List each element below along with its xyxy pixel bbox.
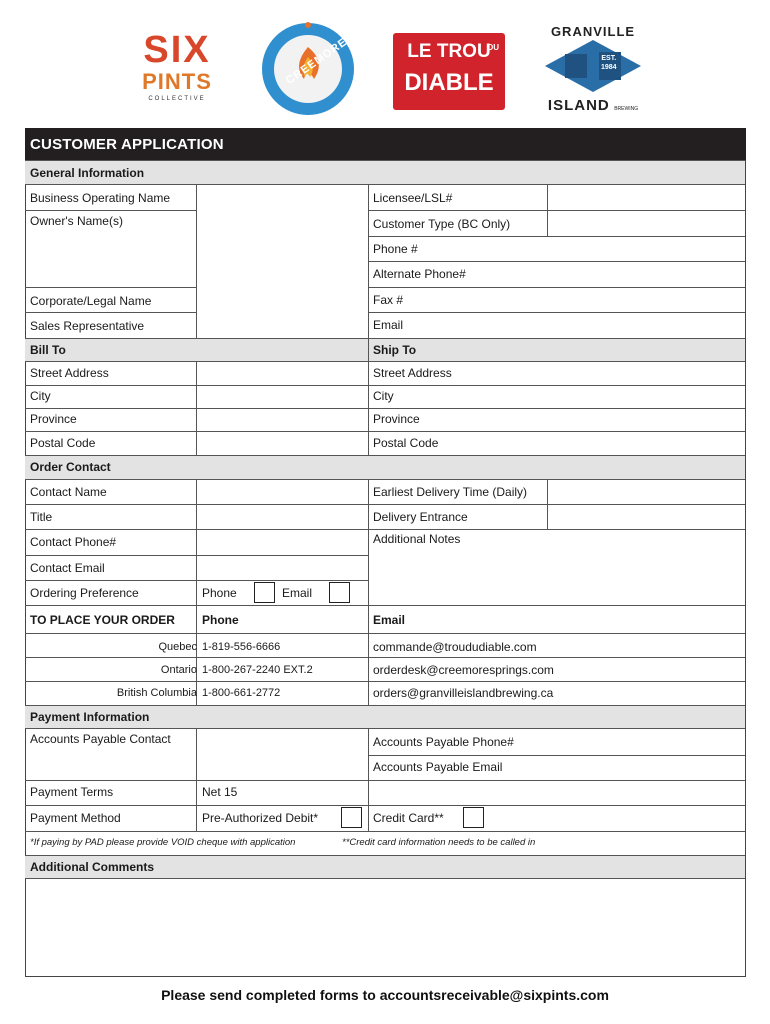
input-sales-representative[interactable] (197, 313, 368, 337)
label-licensee-lsl: Licensee/LSL# (373, 191, 453, 205)
section-order-contact: Order Contact (25, 455, 745, 480)
footer-instruction: Please send completed forms to accountsreceivable@sixpints.com (161, 987, 609, 1003)
label-credit-card: Credit Card** (373, 811, 444, 825)
order-row-bc-email[interactable]: orders@granvilleislandbrewing.ca (373, 686, 554, 700)
label-ap-email: Accounts Payable Email (373, 760, 503, 774)
section-bill-ship-header (25, 338, 745, 362)
label-contact-name: Contact Name (30, 485, 107, 499)
label-pref-phone: Phone (202, 586, 237, 600)
input-licensee-lsl[interactable] (548, 186, 745, 210)
input-contact-email[interactable] (197, 556, 368, 580)
creemore-logo (258, 17, 358, 117)
trou-du-diable-text-line2: DIABLE (404, 69, 494, 96)
order-row-quebec-email[interactable]: commande@troududiable.com (373, 640, 537, 654)
checkbox-credit-card[interactable] (463, 807, 484, 828)
input-bill-city[interactable] (197, 386, 368, 408)
checkbox-pref-email[interactable] (329, 582, 350, 603)
label-sales-representative: Sales Representative (30, 319, 145, 333)
input-ap-contact[interactable] (197, 730, 368, 780)
label-ordering-preference: Ordering Preference (30, 586, 139, 600)
input-ap-phone[interactable] (530, 730, 745, 755)
input-bill-street[interactable] (197, 363, 368, 385)
label-delivery-entrance: Delivery Entrance (373, 510, 468, 524)
label-business-operating-name: Business Operating Name (30, 191, 171, 205)
label-ship-province: Province (373, 412, 420, 426)
form-title-bar (25, 128, 746, 160)
label-pad: Pre-Authorized Debit* (202, 811, 319, 825)
label-ship-city: City (373, 389, 394, 403)
checkbox-pad[interactable] (341, 807, 362, 828)
label-title: Title (30, 510, 53, 524)
six-pints-logo (128, 30, 226, 112)
label-ap-contact: Accounts Payable Contact (30, 732, 171, 746)
granville-text-est (601, 54, 617, 72)
label-bill-postal: Postal Code (30, 436, 96, 450)
order-row-bc-region: British Columbia (116, 687, 197, 699)
label-corporate-legal-name: Corporate/Legal Name (30, 294, 152, 308)
note-pad: *If paying by PAD please provide VOID cheque with application (30, 837, 296, 848)
order-row-ontario-phone: 1-800-267-2240 EXT.2 (202, 664, 313, 676)
input-fax[interactable] (420, 288, 745, 312)
order-row-ontario-email[interactable]: orderdesk@creemoresprings.com (373, 663, 554, 677)
label-contact-phone: Contact Phone# (30, 535, 117, 549)
granville-text-bottom (543, 97, 643, 118)
label-order-phone-header: Phone (202, 613, 239, 627)
ship-to-header: Ship To (373, 343, 417, 357)
checkbox-pref-phone[interactable] (254, 582, 275, 603)
input-bill-postal[interactable] (197, 432, 368, 454)
label-to-place-order: TO PLACE YOUR ORDER (30, 613, 175, 627)
input-customer-type[interactable] (548, 211, 745, 236)
trou-du-diable-text-du: DU (487, 43, 499, 52)
label-order-email-header: Email (373, 613, 406, 627)
label-fax: Fax # (373, 293, 404, 307)
trou-du-diable-logo (393, 33, 505, 110)
bill-to-header: Bill To (30, 343, 66, 357)
input-contact-phone[interactable] (197, 530, 368, 555)
form-title: CUSTOMER APPLICATION (30, 136, 224, 153)
input-ship-postal[interactable] (450, 432, 745, 454)
label-payment-method: Payment Method (30, 811, 121, 825)
label-email: Email (373, 318, 404, 332)
granville-est-label: EST. (601, 55, 617, 62)
order-row-bc-phone: 1-800-661-2772 (202, 687, 281, 699)
order-row-quebec-region: Quebec (158, 641, 197, 653)
label-payment-terms: Payment Terms (30, 785, 114, 799)
label-ship-street: Street Address (373, 366, 452, 380)
input-delivery-entrance[interactable] (548, 505, 745, 529)
granville-year: 1984 (601, 64, 617, 71)
input-ship-province[interactable] (440, 409, 745, 431)
label-pref-email: Email (282, 586, 313, 600)
input-alternate-phone[interactable] (500, 262, 745, 287)
trou-du-diable-text-line1: LE TROU (407, 41, 491, 62)
six-pints-logo-text-collective: COLLECTIVE (148, 96, 206, 102)
granville-text-top: GRANVILLE (550, 24, 636, 39)
label-contact-email: Contact Email (30, 561, 105, 575)
input-phone[interactable] (450, 237, 745, 261)
section-general-information: General Information (25, 160, 745, 185)
label-ship-postal: Postal Code (373, 436, 439, 450)
input-owners-names[interactable] (197, 211, 368, 287)
creemore-logo-text: CREEMORE (284, 35, 350, 87)
input-ap-email[interactable] (520, 756, 745, 780)
input-additional-notes[interactable] (369, 548, 745, 605)
six-pints-logo-text-pints: PINTS (142, 69, 212, 94)
input-email[interactable] (420, 313, 745, 337)
label-phone: Phone # (373, 242, 418, 256)
granville-brewing-word: BREWING (614, 106, 639, 112)
granville-island-logo (543, 24, 643, 119)
six-pints-logo-text-six: SIX (143, 29, 211, 71)
input-earliest-delivery[interactable] (548, 481, 745, 504)
label-earliest-delivery: Earliest Delivery Time (Daily) (373, 485, 528, 499)
label-alternate-phone: Alternate Phone# (373, 267, 466, 281)
label-customer-type: Customer Type (BC Only) (373, 217, 511, 231)
label-bill-province: Province (30, 412, 77, 426)
granville-island-word: ISLAND (547, 97, 610, 114)
input-additional-comments[interactable] (26, 880, 745, 976)
input-ship-street[interactable] (470, 363, 745, 385)
section-payment-information: Payment Information (25, 705, 745, 729)
input-contact-name[interactable] (197, 481, 368, 504)
input-title[interactable] (197, 505, 368, 529)
label-bill-street: Street Address (30, 366, 109, 380)
input-business-operating-name[interactable] (197, 186, 368, 210)
input-ship-city[interactable] (410, 386, 745, 408)
order-row-ontario-region: Ontario (160, 664, 197, 676)
label-owners-names: Owner's Name(s) (30, 214, 123, 228)
label-ap-phone: Accounts Payable Phone# (373, 735, 514, 749)
input-bill-province[interactable] (197, 409, 368, 431)
label-bill-city: City (30, 389, 51, 403)
note-credit-card: **Credit card information needs to be called in (342, 837, 536, 848)
label-additional-notes: Additional Notes (373, 532, 461, 546)
granville-diamond-icon (543, 40, 643, 92)
value-payment-terms: Net 15 (202, 785, 238, 799)
input-corporate-legal-name[interactable] (197, 288, 368, 312)
section-additional-comments: Additional Comments (25, 855, 745, 879)
order-row-quebec-phone: 1-819-556-6666 (202, 641, 281, 653)
